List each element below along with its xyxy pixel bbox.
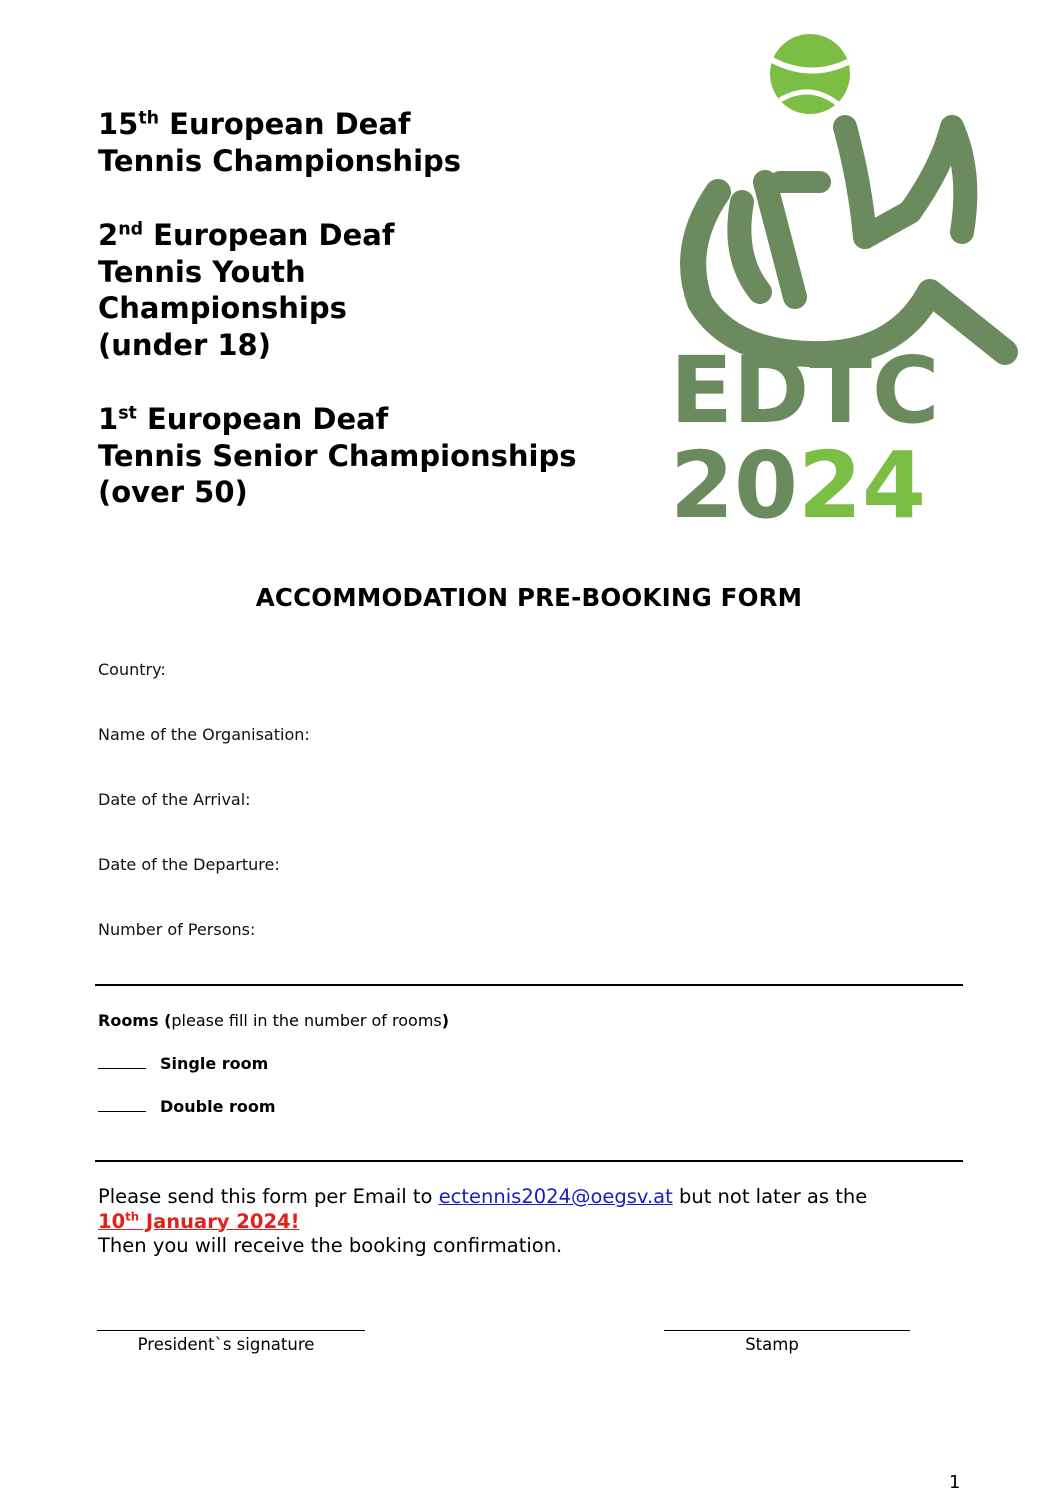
divider — [95, 1160, 963, 1162]
form-title: ACCOMMODATION PRE-BOOKING FORM — [255, 583, 803, 612]
page-number: 1 — [949, 1472, 961, 1493]
arrival-date-label: Date of the Arrival: — [98, 790, 251, 809]
single-room-row: Single room — [98, 1054, 268, 1073]
departure-date-label: Date of the Departure: — [98, 855, 280, 874]
title-line: (under 18) — [98, 327, 271, 362]
email-link[interactable]: ectennis2024@oegsv.at — [438, 1185, 673, 1208]
title-line: Tennis Senior Championships — [98, 438, 577, 473]
title-line: Championships — [98, 291, 347, 325]
logo-year: 2024 — [670, 432, 927, 527]
racket-icon — [693, 127, 1005, 354]
championship-titles — [98, 106, 638, 511]
divider — [95, 984, 963, 986]
president-signature-label: President`s signature — [137, 1335, 315, 1354]
rooms-heading: Rooms (please fill in the number of rooms) — [98, 1011, 450, 1030]
title-line: (over 50) — [98, 475, 248, 509]
title-line: 2nd European Deaf — [98, 218, 395, 252]
title-line: Tennis Youth — [98, 254, 306, 289]
logo-word: EDTC — [670, 337, 940, 444]
organisation-label: Name of the Organisation: — [98, 725, 310, 744]
tennis-ball-icon — [770, 34, 850, 114]
signature-line — [97, 1330, 365, 1331]
double-room-row: Double room — [98, 1097, 276, 1116]
stamp-label: Stamp — [745, 1335, 799, 1354]
title-line: 15th European Deaf — [98, 107, 411, 141]
single-room-blank[interactable] — [98, 1054, 146, 1069]
title-line: Tennis Championships — [98, 143, 462, 178]
deadline: 10th January 2024! — [98, 1209, 300, 1233]
country-label: Country: — [98, 660, 166, 679]
title-line: 1st European Deaf — [98, 402, 389, 436]
persons-count-label: Number of Persons: — [98, 920, 256, 939]
stamp-line — [664, 1330, 910, 1331]
instructions: Please send this form per Email to ectennis2024@oegsv.at but not later as the 10th January 2024! Then you will receive the booking confirmation. — [98, 1185, 868, 1257]
double-room-blank[interactable] — [98, 1097, 146, 1112]
edtc-logo — [660, 32, 1030, 527]
